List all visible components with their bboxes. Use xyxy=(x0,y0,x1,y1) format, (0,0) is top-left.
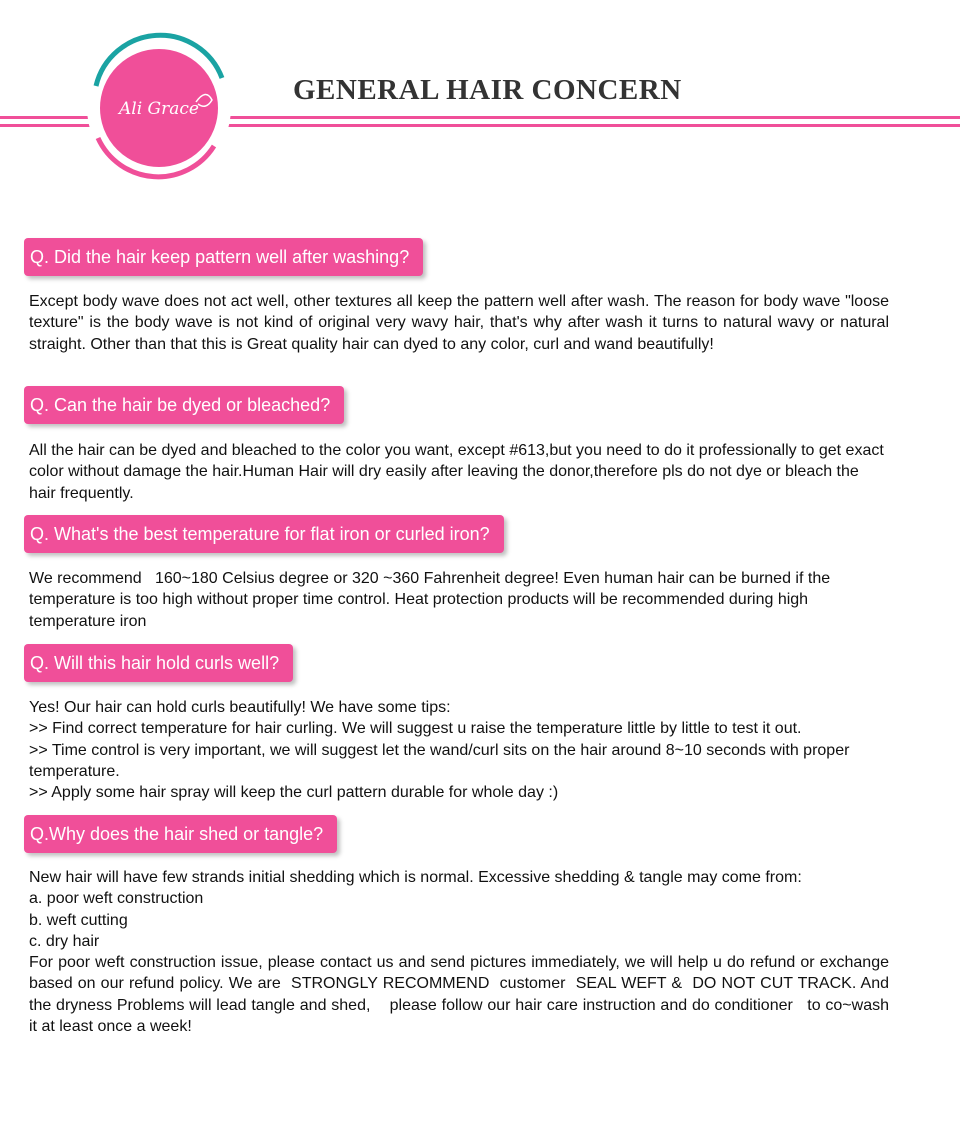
answer-line: b. weft cutting xyxy=(29,911,128,929)
answer-paragraph: We recommend 160~180 Celsius degree or 320 ~360 Fahrenheit degree! Even human hair can be burned if the temperature is too high without proper time control. Heat protection products will be recommended during high temperature iron xyxy=(29,570,835,630)
faq-answer-dye xyxy=(29,440,889,504)
answer-line: >> Time control is very important, we will suggest let the wand/curl sits on the hair around 8~10 seconds with proper temperature. xyxy=(29,741,850,780)
answer-paragraph: All the hair can be dyed and bleached to the color you want, except #613,but you need to do it professionally to get exact color without damage the hair.Human Hair will dry easily after leaving the donor,therefore pls do not dye or bleach the hair frequently. xyxy=(29,442,884,502)
faq-answer-washing xyxy=(29,291,889,355)
answer-line: >> Find correct temperature for hair curling. We will suggest u raise the temperature little by little to test it out. xyxy=(29,720,802,738)
answer-line: a. poor weft construction xyxy=(29,890,204,908)
answer-paragraph: Except body wave does not act well, other textures all keep the pattern well after wash. The reason for body wave "loose texture" is the body wave is not kind of original very wavy hair, that's why after wash it turns to natural wavy or natural straight. Other than that this is Great quality hair can dyed to any color, curl and wand beautifully! xyxy=(29,293,889,353)
faq-question-temperature: Q. What's the best temperature for flat iron or curled iron? xyxy=(24,515,504,553)
brand-logo xyxy=(84,28,234,188)
answer-line: c. dry hair xyxy=(29,932,100,950)
answer-line: New hair will have few strands initial shedding which is normal. Excessive shedding & tangle may come from: xyxy=(29,869,802,886)
answer-paragraph: For poor weft construction issue, please contact us and send pictures immediately, we will help u do refund or exchange based on our refund policy. We are STRONGLY RECOMMEND customer SEAL WEFT & DO NOT CUT TRACK. And the dryness Problems will lead tangle and shed, please follow our hair care instruction and do conditioner to co~wash it at least once a week! xyxy=(29,954,894,1036)
faq-question-dye: Q. Can the hair be dyed or bleached? xyxy=(24,386,344,424)
faq-answer-curls xyxy=(29,697,909,803)
answer-line: >> Apply some hair spray will keep the curl pattern durable for whole day :) xyxy=(29,784,559,802)
faq-question-curls: Q. Will this hair hold curls well? xyxy=(24,644,293,682)
page-title: GENERAL HAIR CONCERN xyxy=(293,74,682,106)
answer-line: Yes! Our hair can hold curls beautifully! We have some tips: xyxy=(29,699,451,716)
faq-question-washing: Q. Did the hair keep pattern well after washing? xyxy=(24,238,423,276)
header xyxy=(0,0,960,200)
faq-question-shed: Q.Why does the hair shed or tangle? xyxy=(24,815,337,853)
faq-answer-shed xyxy=(29,867,894,1037)
logo-wordmark: Ali Grace xyxy=(119,99,199,119)
faq-answer-temperature xyxy=(29,568,889,632)
